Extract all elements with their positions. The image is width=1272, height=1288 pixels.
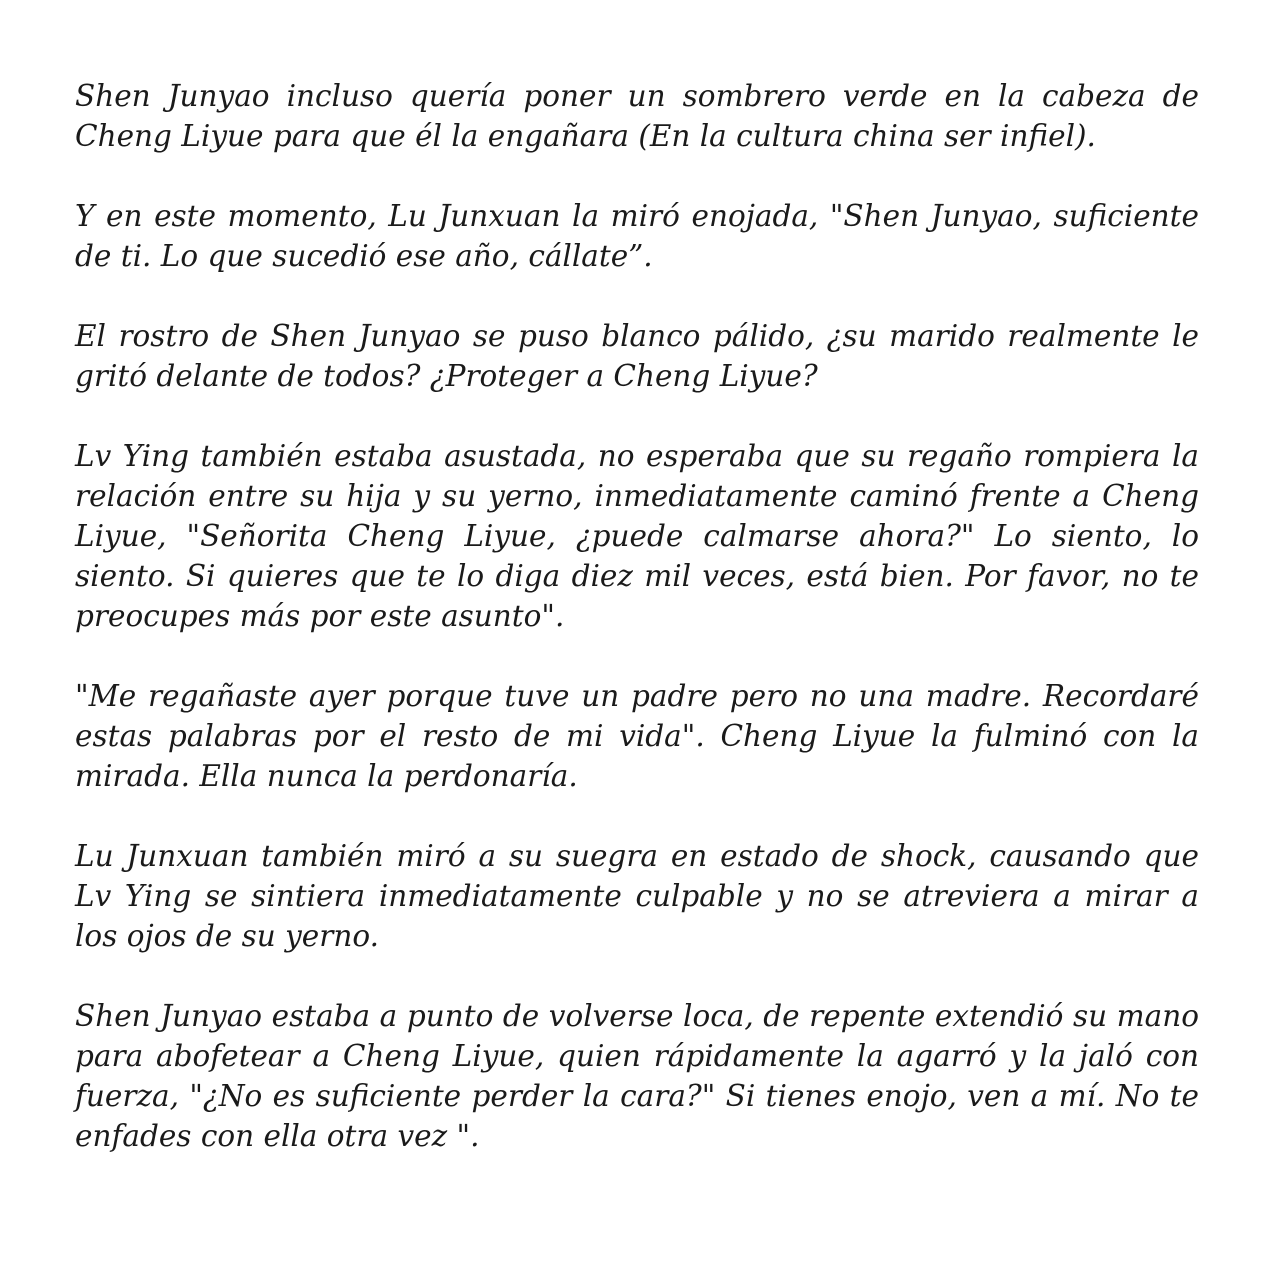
paragraph: Lv Ying también estaba asustada, no esperaba que su regaño rompiera la relación entre su hija y su yerno, inmediatamente caminó frente a Cheng Liyue, "Señorita Cheng Liyue, ¿puede calmarse ahora?" Lo siento, lo siento. Si quieres que te lo diga diez mil veces, está bien. Por favor, no te preocupes más por este asunto".: [75, 439, 1199, 633]
paragraph: "Me regañaste ayer porque tuve un padre pero no una madre. Recordaré estas palabras por el resto de mi vida". Cheng Liyue la fulminó con la mirada. Ella nunca la perdonaría.: [75, 679, 1199, 793]
paragraph: El rostro de Shen Junyao se puso blanco pálido, ¿su marido realmente le gritó delante de todos? ¿Proteger a Cheng Liyue?: [75, 319, 1199, 393]
paragraph: Shen Junyao estaba a punto de volverse loca, de repente extendió su mano para abofetear a Cheng Liyue, quien rápidamente la agarró y la jaló con fuerza, "¿No es suficiente perder la cara?" Si tienes enojo, ven a mí. No te enfades con ella otra vez ".: [75, 999, 1199, 1153]
document-body: [75, 76, 1199, 1156]
paragraph: Shen Junyao incluso quería poner un sombrero verde en la cabeza de Cheng Liyue para que él la engañara (En la cultura china ser infiel).: [75, 79, 1199, 153]
paragraph: Y en este momento, Lu Junxuan la miró enojada, "Shen Junyao, suficiente de ti. Lo que sucedió ese año, cállate”.: [75, 199, 1199, 273]
paragraph: Lu Junxuan también miró a su suegra en estado de shock, causando que Lv Ying se sintiera inmediatamente culpable y no se atreviera a mirar a los ojos de su yerno.: [75, 839, 1199, 953]
